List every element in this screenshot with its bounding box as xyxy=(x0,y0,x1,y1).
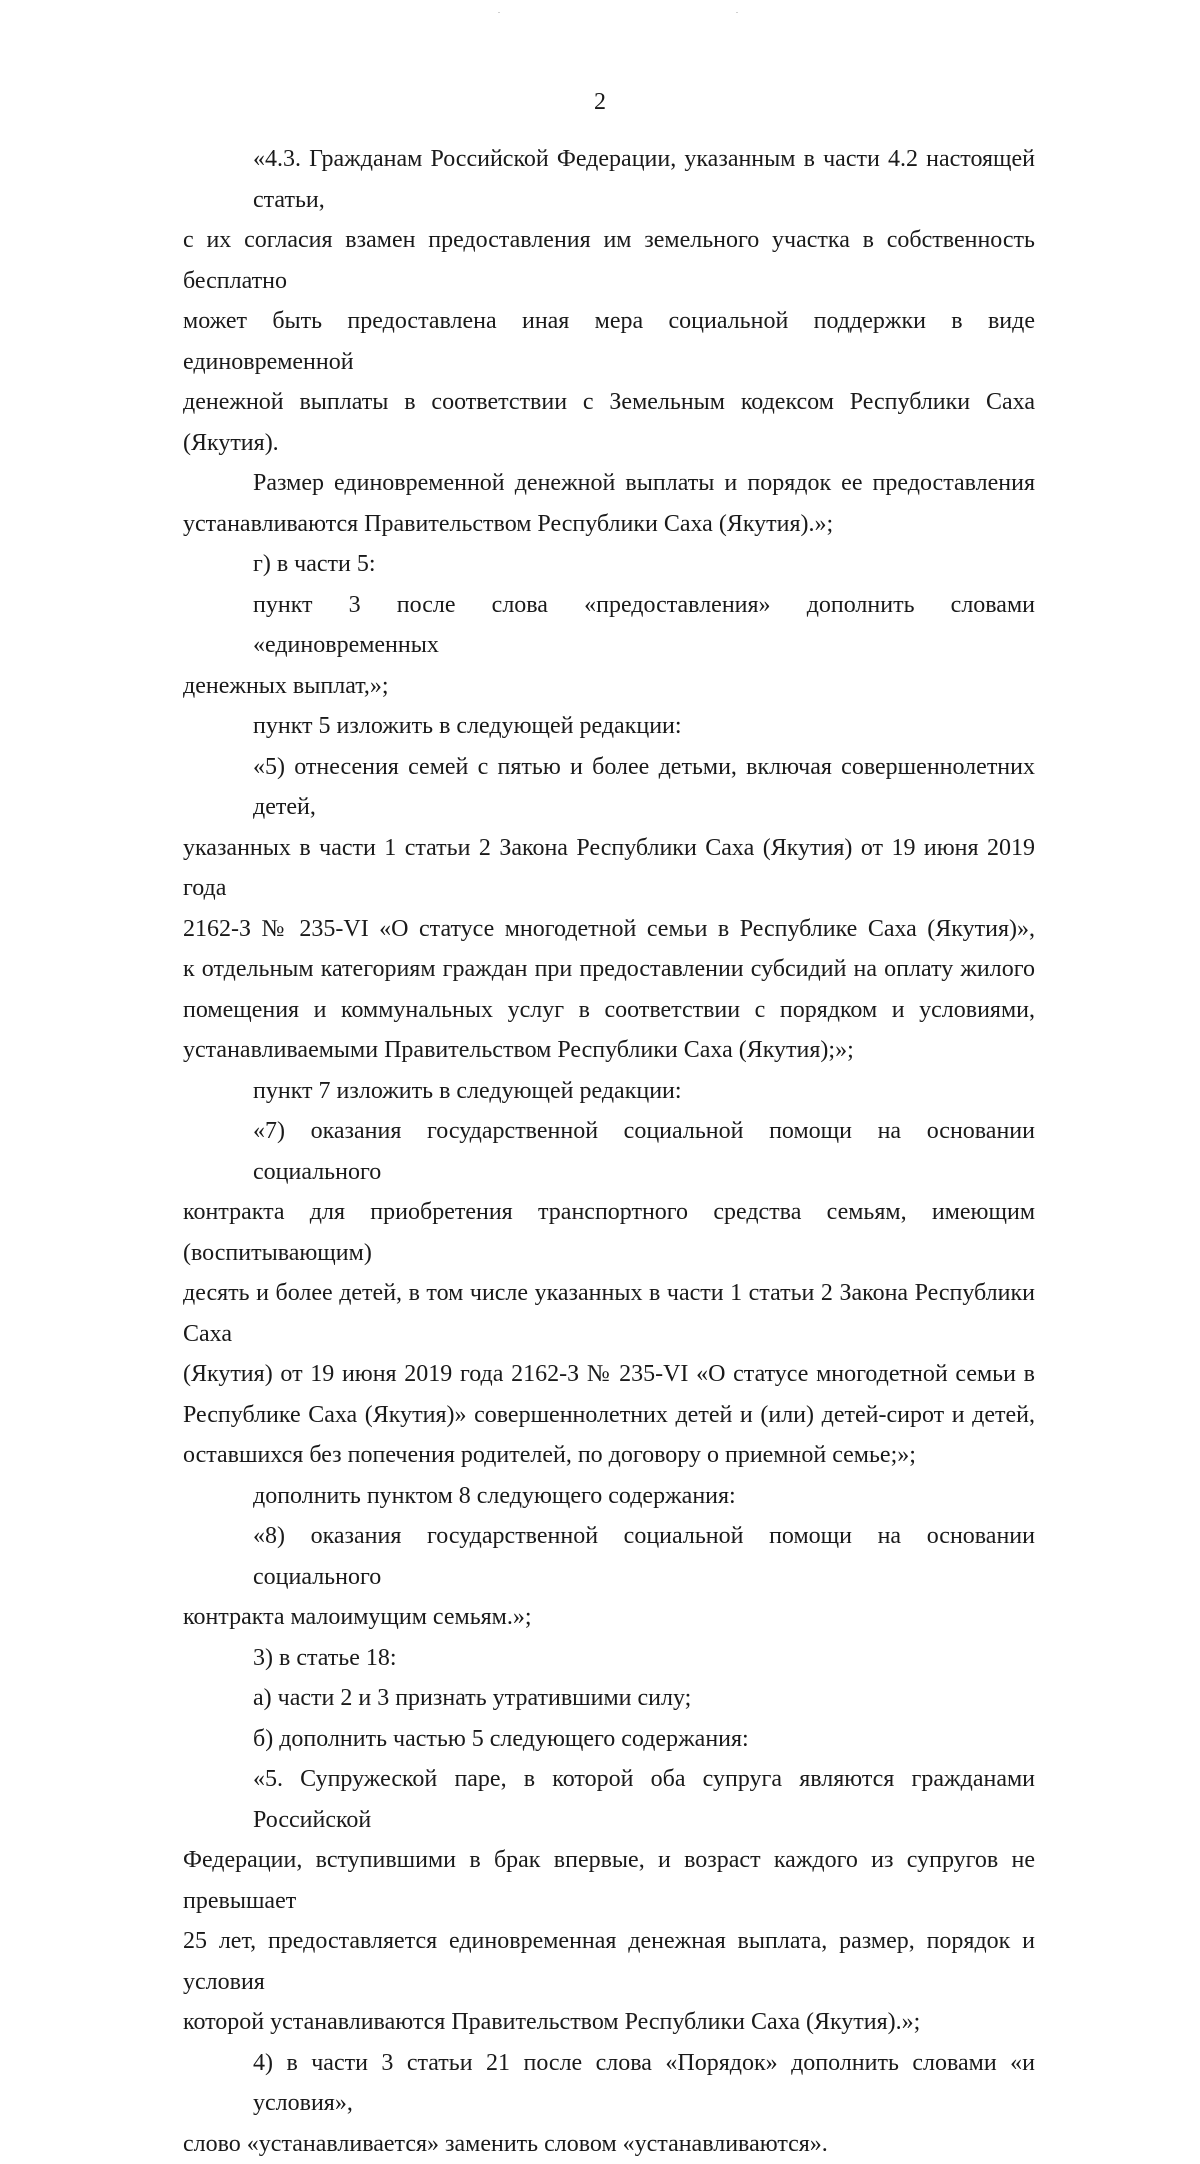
text-line: пункт 7 изложить в следующей редакции: xyxy=(183,1071,1035,1112)
text-line: с их согласия взамен предоставления им земельного участка в собственность бесплатно xyxy=(183,220,1035,301)
text-line: устанавливаются Правительством Республики Саха (Якутия).»; xyxy=(183,504,1035,545)
text-line: «7) оказания государственной социальной помощи на основании социального xyxy=(183,1111,1035,1192)
text-line: оставшихся без попечения родителей, по договору о приемной семье;»; xyxy=(183,1435,1035,1476)
paragraph-p1 xyxy=(183,139,1035,463)
text-line: г) в части 5: xyxy=(183,544,1035,585)
text-line: 4) в части 3 статьи 21 после слова «Порядок» дополнить словами «и условия», xyxy=(183,2043,1035,2124)
paragraph-p6 xyxy=(183,747,1035,1071)
text-line: Федерации, вступившими в брак впервые, и возраст каждого из супругов не превышает xyxy=(183,1840,1035,1921)
text-line: 25 лет, предоставляется единовременная денежная выплата, размер, порядок и условия xyxy=(183,1921,1035,2002)
text-line: может быть предоставлена иная мера социальной поддержки в виде единовременной xyxy=(183,301,1035,382)
paragraph-p3 xyxy=(183,544,1035,585)
text-line: дополнить пунктом 8 следующего содержания: xyxy=(183,1476,1035,1517)
text-line: которой устанавливаются Правительством Республики Саха (Якутия).»; xyxy=(183,2002,1035,2043)
paragraph-p11 xyxy=(183,1638,1035,1679)
document-body xyxy=(183,139,1035,2164)
text-line: «4.3. Гражданам Российской Федерации, указанным в части 4.2 настоящей статьи, xyxy=(183,139,1035,220)
text-line: контракта малоимущим семьям.»; xyxy=(183,1597,1035,1638)
page-number: 2 xyxy=(0,88,1200,116)
text-line: пункт 3 после слова «предоставления» дополнить словами «единовременных xyxy=(183,585,1035,666)
text-line: б) дополнить частью 5 следующего содержания: xyxy=(183,1719,1035,1760)
text-line: (Якутия) от 19 июня 2019 года 2162-З № 235-VI «О статусе многодетной семьи в xyxy=(183,1354,1035,1395)
paragraph-p4 xyxy=(183,585,1035,707)
paragraph-p2 xyxy=(183,463,1035,544)
text-line: пункт 5 изложить в следующей редакции: xyxy=(183,706,1035,747)
text-line: 3) в статье 18: xyxy=(183,1638,1035,1679)
text-line: помещения и коммунальных услуг в соответствии с порядком и условиями, xyxy=(183,990,1035,1031)
text-line: устанавливаемыми Правительством Республики Саха (Якутия);»; xyxy=(183,1030,1035,1071)
text-line: «5. Супружеской паре, в которой оба супруга являются гражданами Российской xyxy=(183,1759,1035,1840)
paragraph-p8 xyxy=(183,1111,1035,1476)
text-line: а) части 2 и 3 признать утратившими силу; xyxy=(183,1678,1035,1719)
paragraph-p12 xyxy=(183,1678,1035,1719)
text-line: к отдельным категориям граждан при предоставлении субсидий на оплату жилого xyxy=(183,949,1035,990)
text-line: денежной выплаты в соответствии с Земельным кодексом Республики Саха (Якутия). xyxy=(183,382,1035,463)
paragraph-p13 xyxy=(183,1719,1035,1760)
paragraph-p14 xyxy=(183,1759,1035,2043)
text-line: «5) отнесения семей с пятью и более детьми, включая совершеннолетних детей, xyxy=(183,747,1035,828)
text-line: указанных в части 1 статьи 2 Закона Республики Саха (Якутия) от 19 июня 2019 года xyxy=(183,828,1035,909)
paragraph-p15 xyxy=(183,2043,1035,2164)
text-line: Республике Саха (Якутия)» совершеннолетних детей и (или) детей-сирот и детей, xyxy=(183,1395,1035,1436)
paragraph-p9 xyxy=(183,1476,1035,1517)
scan-artifact xyxy=(498,12,500,13)
paragraph-p7 xyxy=(183,1071,1035,1112)
text-line: Размер единовременной денежной выплаты и порядок ее предоставления xyxy=(183,463,1035,504)
text-line: контракта для приобретения транспортного средства семьям, имеющим (воспитывающим) xyxy=(183,1192,1035,1273)
text-line: десять и более детей, в том числе указанных в части 1 статьи 2 Закона Республики Саха xyxy=(183,1273,1035,1354)
text-line: денежных выплат,»; xyxy=(183,666,1035,707)
text-line: слово «устанавливается» заменить словом «устанавливаются». xyxy=(183,2124,1035,2164)
text-line: 2162-З № 235-VI «О статусе многодетной семьи в Республике Саха (Якутия)», xyxy=(183,909,1035,950)
paragraph-p5 xyxy=(183,706,1035,747)
scan-artifact xyxy=(736,12,738,13)
paragraph-p10 xyxy=(183,1516,1035,1638)
text-line: «8) оказания государственной социальной помощи на основании социального xyxy=(183,1516,1035,1597)
